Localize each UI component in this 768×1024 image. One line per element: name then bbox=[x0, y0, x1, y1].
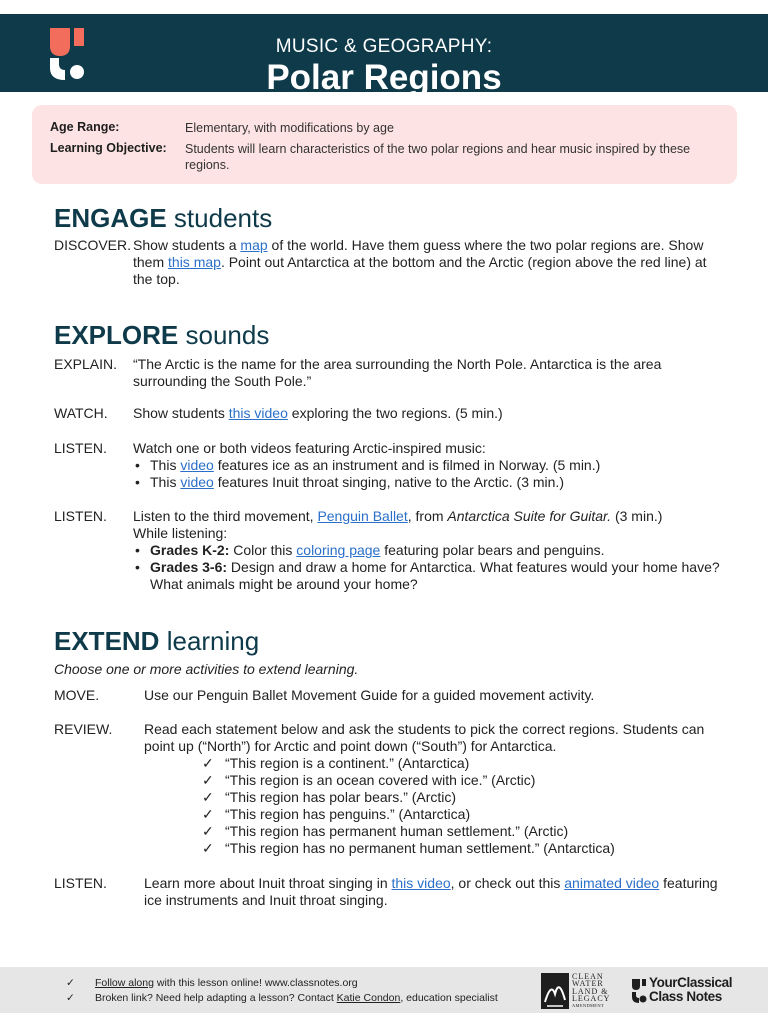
top-margin bbox=[0, 0, 768, 14]
explain-label: EXPLAIN. bbox=[54, 356, 118, 372]
move-text: Use our Penguin Ballet Movement Guide for a guided movement activity. bbox=[144, 687, 595, 703]
sponsor-line: WATER bbox=[572, 979, 604, 989]
learning-objective-label: Learning Objective: bbox=[50, 141, 167, 155]
brand-line-1: YourClassical bbox=[649, 975, 733, 990]
classnotes-mark-icon bbox=[631, 978, 647, 1004]
listen-label-1: LISTEN. bbox=[54, 440, 107, 456]
listen-row-3 bbox=[54, 875, 734, 911]
explore-heading-bold: EXPLORE bbox=[54, 320, 179, 350]
list-item: ✓ “This region is a continent.” (Antarctica) bbox=[202, 755, 734, 772]
engage-heading bbox=[54, 203, 272, 234]
throat-singing-video-link[interactable]: video bbox=[180, 474, 214, 490]
list-item: ✓ “This region has penguins.” (Antarctica) bbox=[202, 806, 734, 823]
review-text: Read each statement below and ask the students to pick the correct regions. Students can point up (“North”) for Arctic and point down (“South”) for Antarctica. bbox=[144, 721, 705, 754]
age-range-value: Elementary, with modifications by age bbox=[185, 121, 394, 135]
watch-video-link[interactable]: this video bbox=[228, 405, 288, 421]
engage-heading-bold: ENGAGE bbox=[54, 203, 167, 233]
listen-row-2 bbox=[54, 508, 734, 598]
discover-label: DISCOVER. bbox=[54, 237, 132, 253]
check-icon: ✓ bbox=[66, 992, 75, 1004]
sponsor-line: LEGACY bbox=[572, 993, 611, 1003]
listen-row-1 bbox=[54, 440, 734, 495]
penguin-ballet-link[interactable]: Penguin Ballet bbox=[317, 508, 408, 524]
sponsor-line: LAND & bbox=[572, 986, 609, 996]
list-item: ✓ “This region has permanent human settlement.” (Arctic) bbox=[202, 823, 734, 840]
listen-label-2: LISTEN. bbox=[54, 508, 107, 524]
list-item: ✓ “This region has no permanent human settlement.” (Antarctica) bbox=[202, 840, 734, 857]
discover-row bbox=[54, 237, 734, 289]
yourclassical-class-notes-logo bbox=[631, 975, 743, 1007]
arctic-video-list bbox=[133, 457, 733, 491]
extend-heading-light: learning bbox=[166, 626, 260, 656]
explore-heading bbox=[54, 320, 269, 351]
brand-line-2: Class Notes bbox=[649, 989, 722, 1004]
lesson-subject: MUSIC & GEOGRAPHY: bbox=[275, 36, 493, 57]
extend-note: Choose one or more activities to extend learning. bbox=[54, 661, 359, 677]
sponsor-line: AMENDMENT bbox=[572, 1003, 604, 1009]
review-row bbox=[54, 721, 734, 861]
learning-objective-value: Students will learn characteristics of the two polar regions and hear music inspired by these regions. bbox=[185, 142, 691, 172]
listen-intro-2: Listen to the third movement, Penguin Ballet, from Antarctica Suite for Guitar. (3 min.) bbox=[133, 508, 663, 524]
watch-row bbox=[54, 405, 734, 423]
sponsor-line: CLEAN bbox=[572, 972, 604, 981]
move-row bbox=[54, 687, 734, 705]
watch-text: Show students this video exploring the two regions. (5 min.) bbox=[133, 405, 503, 421]
extend-heading bbox=[54, 626, 259, 657]
explore-heading-light: sounds bbox=[185, 320, 270, 350]
review-label: REVIEW. bbox=[54, 721, 113, 737]
explain-text: “The Arctic is the name for the area surrounding the North Pole. Antarctica is the area surrounding the South Pole.” bbox=[133, 356, 662, 389]
coloring-page-link[interactable]: coloring page bbox=[296, 542, 381, 558]
list-item: • This video features ice as an instrument and is filmed in Norway. (5 min.) bbox=[133, 457, 733, 474]
listen-text-3: Learn more about Inuit throat singing in this video, or check out this animated video featuring ice instruments and Inuit throat singing. bbox=[144, 875, 718, 908]
follow-along-link[interactable]: Follow along bbox=[95, 977, 154, 989]
list-item: • Grades K-2: Color this coloring page featuring polar bears and penguins. bbox=[133, 542, 733, 559]
ice-instrument-video-link[interactable]: video bbox=[180, 457, 214, 473]
grade-activity-list bbox=[133, 542, 733, 593]
move-label: MOVE. bbox=[54, 687, 100, 703]
list-item: ✓ “This region has polar bears.” (Arctic) bbox=[202, 789, 734, 806]
engage-heading-light: students bbox=[173, 203, 273, 233]
statement-list bbox=[202, 755, 734, 857]
list-item: • Grades 3-6: Design and draw a home for Antarctica. What features would your home have? What animals might be around your home? bbox=[133, 559, 733, 593]
map-link[interactable]: map bbox=[240, 237, 268, 253]
clean-water-land-legacy-logo bbox=[541, 972, 621, 1010]
list-item: ✓ “This region is an ocean covered with ice.” (Arctic) bbox=[202, 772, 734, 789]
list-item: • This video features Inuit throat singing, native to the Arctic. (3 min.) bbox=[133, 474, 733, 491]
this-map-link[interactable]: this map bbox=[168, 254, 221, 270]
check-icon: ✓ bbox=[66, 977, 75, 989]
page-header bbox=[0, 14, 768, 97]
throat-singing-more-link[interactable]: this video bbox=[391, 875, 451, 891]
page-title: Polar Regions bbox=[266, 58, 502, 97]
while-listening-text: While listening: bbox=[133, 525, 228, 541]
age-range-label: Age Range: bbox=[50, 120, 120, 134]
katie-condon-link[interactable]: Katie Condon bbox=[336, 992, 401, 1004]
discover-text: Show students a map of the world. Have them guess where the two polar regions are. Show them this map. Point out Antarctica at the bottom and the Arctic (region above the red line) at the top. bbox=[133, 237, 707, 287]
lesson-info-box bbox=[32, 105, 737, 184]
watch-label: WATCH. bbox=[54, 405, 108, 421]
explain-row bbox=[54, 356, 734, 392]
listen-intro-1: Watch one or both videos featuring Arctic-inspired music: bbox=[133, 440, 486, 456]
extend-heading-bold: EXTEND bbox=[54, 626, 160, 656]
listen-label-3: LISTEN. bbox=[54, 875, 107, 891]
animated-video-link[interactable]: animated video bbox=[564, 875, 660, 891]
